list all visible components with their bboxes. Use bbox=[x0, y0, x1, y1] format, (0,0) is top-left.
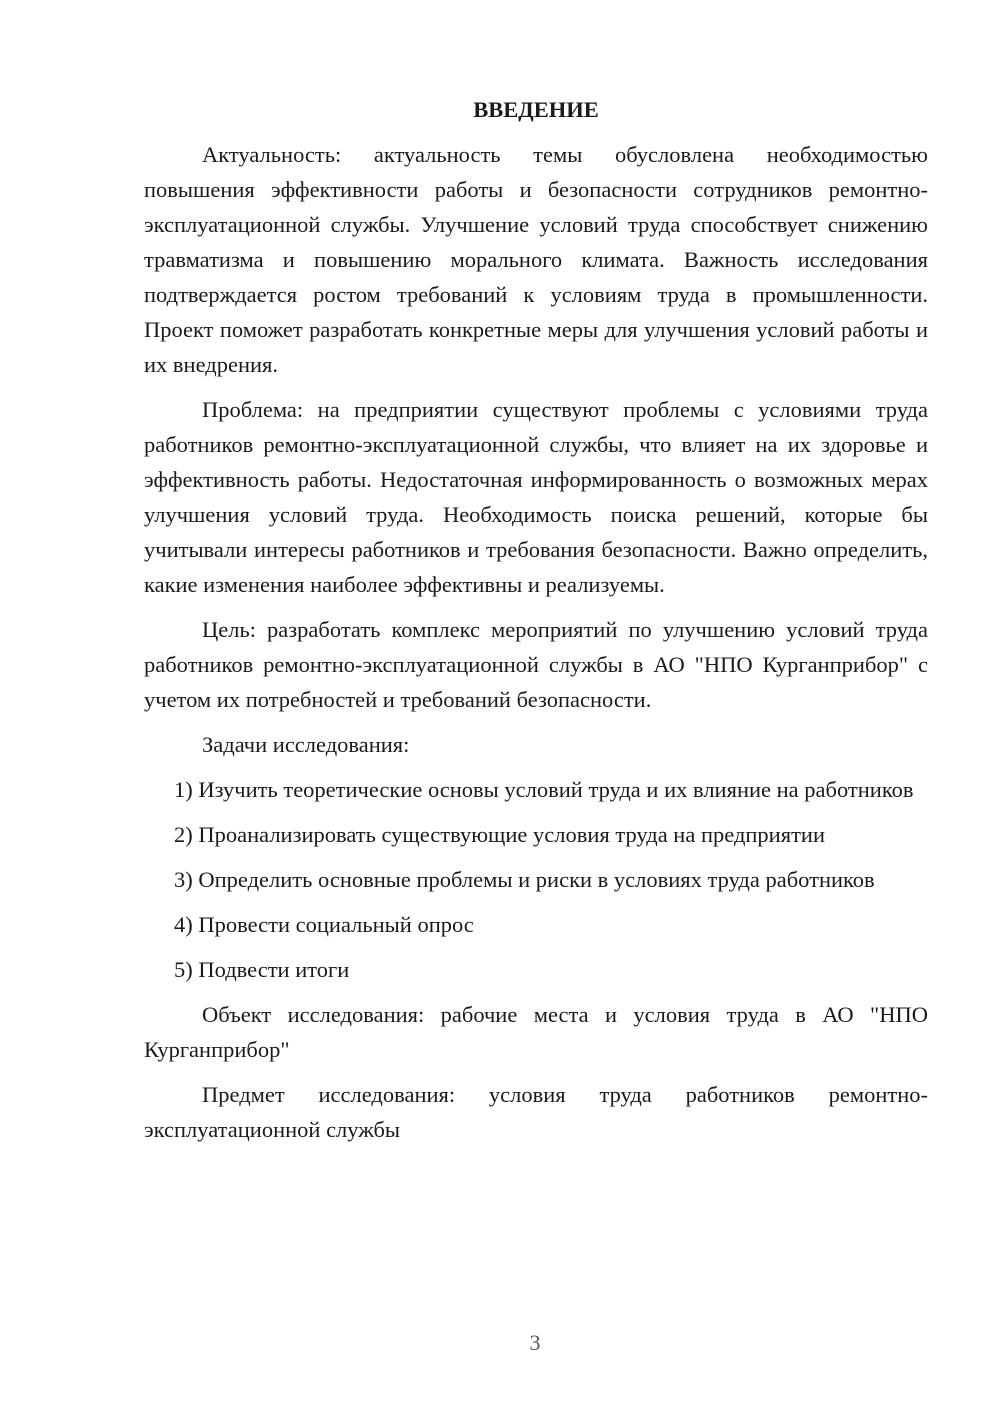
task-item-2: 2) Проанализировать существующие условия труда на предприятии bbox=[174, 822, 825, 847]
task-item-3: 3) Определить основные проблемы и риски в условиях труда работников bbox=[174, 867, 875, 892]
paragraph-goal: Цель: разработать комплекс мероприятий по улучшению условий труда работников ремонтно-эксплуатационной службы в АО "НПО Курганприбор" с учетом их потребностей и требований безопасности. bbox=[144, 617, 928, 712]
task-item-1: 1) Изучить теоретические основы условий труда и их влияние на работников bbox=[174, 777, 914, 802]
task-item-5: 5) Подвести итоги bbox=[174, 957, 350, 982]
page-number: 3 bbox=[529, 1330, 541, 1355]
document-page bbox=[144, 92, 928, 1157]
paragraph-problem: Проблема: на предприятии существуют проблемы с условиями труда работников ремонтно-эксплуатационной службы, что влияет на их здоровье и эффективность работы. Недостаточная информированность о возможных мерах улучшения условий труда. Необходимость поиска решений, которые бы учитывали интересы работников и требования безопасности. Важно определить, какие изменения наиболее эффективны и реализуемы. bbox=[144, 397, 928, 597]
task-item-4: 4) Провести социальный опрос bbox=[174, 912, 474, 937]
paragraph-relevance: Актуальность: актуальность темы обусловлена необходимостью повышения эффективности работы и безопасности сотрудников ремонтно-эксплуатационной службы. Улучшение условий труда способствует снижению травматизма и повышению морального климата. Важность исследования подтверждается ростом требований к условиям труда в промышленности. Проект поможет разработать конкретные меры для улучшения условий работы и их внедрения. bbox=[144, 142, 928, 377]
paragraph-object: Объект исследования: рабочие места и условия труда в АО "НПО Курганприбор" bbox=[144, 1002, 928, 1062]
paragraph-subject: Предмет исследования: условия труда работников ремонтно-эксплуатационной службы bbox=[144, 1082, 928, 1142]
section-title: ВВЕДЕНИЕ bbox=[473, 97, 599, 122]
paragraph-tasks-heading: Задачи исследования: bbox=[202, 732, 410, 757]
